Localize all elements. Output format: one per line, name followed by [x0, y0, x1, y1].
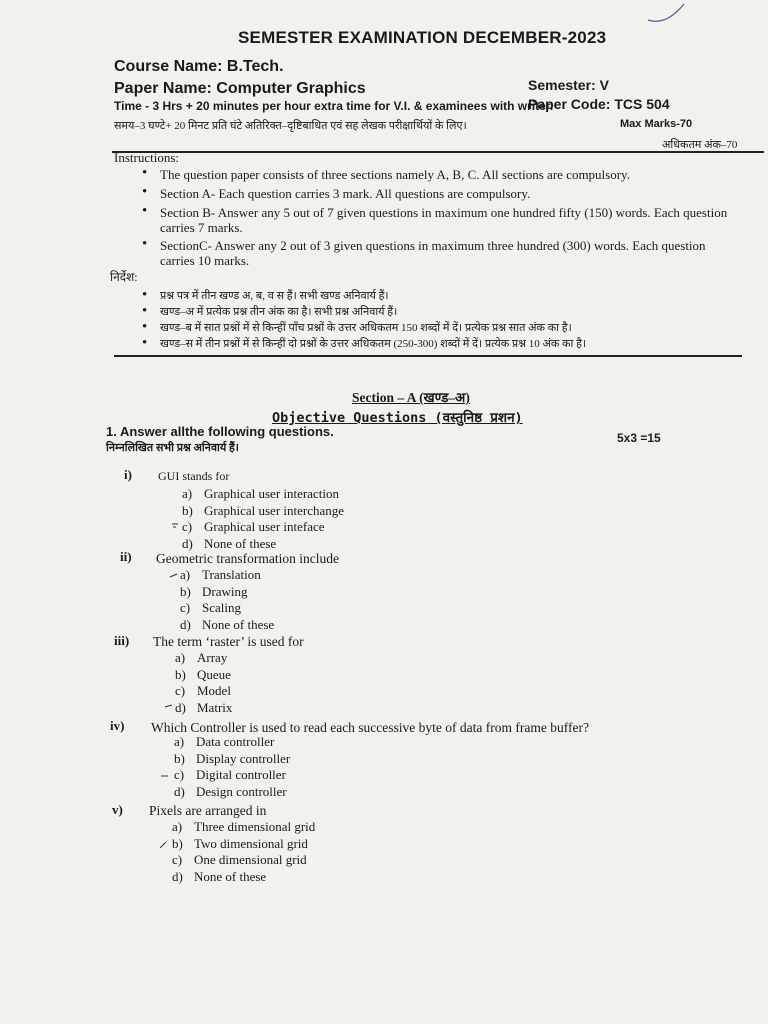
instruction-item: • Section B- Answer any 5 out of 7 given questions in maximum one hundred fifty (150) words. Each question carries 7 marks.	[138, 205, 728, 235]
pen-tick-mark	[168, 570, 180, 580]
option-item: b) Queue	[175, 666, 231, 682]
question-text: GUI stands for	[158, 469, 230, 483]
instruction-item: • The question paper consists of three sections namely A, B, C. All sections are compulsory.	[138, 167, 728, 182]
section-a-title: Section – A (खण्ड–अ)	[352, 390, 470, 405]
instruction-item: • SectionC- Answer any 2 out of 3 given questions in maximum three hundred (300) words. Each question carries 10 marks.	[138, 238, 728, 268]
option-item: c) Model	[175, 683, 231, 699]
option-item: a) Array	[175, 650, 228, 665]
max-marks: Max Marks-70	[620, 118, 693, 130]
option-item: d) None of these	[182, 535, 277, 551]
question-number: iv)	[110, 718, 125, 733]
question-options	[172, 819, 315, 885]
instructions-divider	[114, 355, 742, 357]
max-marks-hindi: अधिकतम अंक–70	[662, 139, 738, 151]
option-item: a) Data controller	[174, 734, 275, 749]
section-a-subtitle: Objective Questions (वस्तुनिष्ठ प्रशन)	[272, 410, 523, 426]
option-item: a) Translation	[180, 567, 261, 582]
instructions-heading: Instructions:	[114, 150, 179, 165]
option-item: c) Graphical user inteface	[182, 519, 325, 535]
course-name: Course Name: B.Tech.	[114, 58, 284, 75]
pen-tick-mark	[163, 701, 175, 711]
pen-tick-mark	[170, 519, 182, 529]
question-text: Pixels are arranged in	[149, 803, 267, 818]
option-item: c) Scaling	[180, 600, 241, 616]
pen-tick-mark	[158, 838, 170, 850]
pen-stroke-mark	[644, 0, 692, 28]
option-item: b) Graphical user interchange	[182, 502, 345, 518]
instructions-list-hindi	[138, 288, 738, 352]
instruction-item-hindi: • प्रश्न पत्र में तीन खण्ड अ, ब, व स हैं। सभी खण्ड अनिवार्य हैं।	[138, 288, 738, 304]
instructions-list	[138, 167, 728, 268]
question-options	[182, 486, 344, 552]
header-divider	[112, 151, 764, 153]
question-text: The term ‘raster’ is used for	[153, 634, 304, 649]
question-options	[180, 567, 274, 633]
time-allowed-hindi: समय–3 घण्टे+ 20 मिनट प्रति घंटे अतिरिक्त–दृष्टिबाधित एवं सह लेखक परीक्षार्थियों के लिए।	[114, 120, 467, 132]
question-text: Which Controller is used to read each successive byte of data from frame buffer?	[151, 720, 589, 735]
pen-tick-mark	[159, 771, 171, 781]
instructions-heading-hindi: निर्देश:	[110, 270, 138, 284]
option-item: c) One dimensional grid	[172, 852, 307, 868]
option-item: a) Graphical user interaction	[182, 486, 339, 501]
option-item: a) Three dimensional grid	[172, 819, 316, 834]
section-a-marks: 5x3 =15	[617, 431, 661, 445]
instruction-item-hindi: • खण्ड–ब में सात प्रश्नों में से किन्हीं पाँच प्रश्नों के उत्तर अधिकतम 150 शब्दों में दें। प्रत्येक प्रश्न सात अंक का है।	[138, 320, 738, 336]
question-options	[174, 734, 290, 800]
section-a-instruction-hindi: निम्नलिखित सभी प्रश्न अनिवार्य हैं।	[106, 442, 239, 454]
option-item: b) Drawing	[180, 583, 248, 599]
question-options	[175, 650, 232, 716]
instruction-item-hindi: • खण्ड–अ में प्रत्येक प्रश्न तीन अंक का है। सभी प्रश्न अनिवार्य हैं।	[138, 304, 738, 320]
semester: Semester: V	[528, 77, 609, 93]
option-item: d) Design controller	[174, 783, 287, 799]
option-item: d) Matrix	[175, 699, 233, 715]
question-number: ii)	[120, 549, 132, 564]
paper-name: Paper Name: Computer Graphics	[114, 80, 366, 97]
question-number: iii)	[114, 633, 130, 648]
question-number: v)	[112, 802, 123, 817]
time-allowed: Time - 3 Hrs + 20 minutes per hour extra time for V.I. & examinees with writer.	[114, 99, 554, 113]
instruction-item: • Section A- Each question carries 3 mark. All questions are compulsory.	[138, 186, 728, 201]
instruction-item-hindi: • खण्ड–स में तीन प्रश्नों में से किन्हीं दो प्रश्नों के उत्तर अधिकतम (250-300) शब्दों में दें। प्रत्येक प्रश्न 10 अंक का है।	[138, 336, 738, 352]
question-number: i)	[124, 467, 132, 482]
option-item: d) None of these	[172, 868, 267, 884]
option-item: b) Two dimensional grid	[172, 835, 308, 851]
paper-code: Paper Code: TCS 504	[528, 96, 670, 112]
exam-title: SEMESTER EXAMINATION DECEMBER-2023	[238, 28, 607, 47]
section-a-instruction: 1. Answer allthe following questions.	[106, 424, 334, 439]
option-item: b) Display controller	[174, 750, 291, 766]
option-item: c) Digital controller	[174, 767, 286, 783]
option-item: d) None of these	[180, 616, 275, 632]
question-text: Geometric transformation include	[156, 551, 339, 566]
